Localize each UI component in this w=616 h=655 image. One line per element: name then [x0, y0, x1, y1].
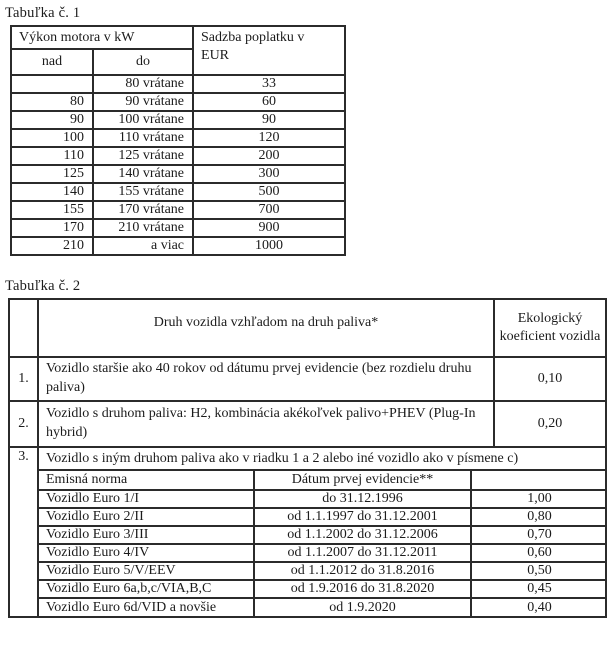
- table-row: [11, 75, 345, 93]
- nad-cell: 210: [11, 237, 93, 255]
- norm-cell: Vozidlo Euro 5/V/EEV: [39, 562, 254, 580]
- date-cell: od 1.1.1997 do 31.12.2001: [254, 508, 471, 526]
- fee-cell: 500: [193, 183, 345, 201]
- table-row: [39, 598, 606, 616]
- table-row: [39, 508, 606, 526]
- nad-cell: 155: [11, 201, 93, 219]
- do-cell: 155 vrátane: [93, 183, 193, 201]
- nad-cell: 90: [11, 111, 93, 129]
- coefficient-cell: 0,70: [471, 526, 606, 544]
- fee-cell: 120: [193, 129, 345, 147]
- coefficient-cell: 0,45: [471, 580, 606, 598]
- norm-cell: Vozidlo Euro 2/II: [39, 508, 254, 526]
- subtable-header-norm: Emisná norma: [39, 470, 254, 490]
- table-row: [11, 147, 345, 165]
- table1-header-row-1: [11, 26, 345, 49]
- table1-label: Tabuľka č. 1: [5, 5, 81, 21]
- table-row: [11, 219, 345, 237]
- vehicle-type-cell: Vozidlo s druhom paliva: H2, kombinácia akékoľvek palivo+PHEV (Plug-In hybrid): [38, 401, 494, 447]
- norm-cell: Vozidlo Euro 1/I: [39, 490, 254, 508]
- table-row: [11, 165, 345, 183]
- table2-eco-coefficient: [8, 298, 607, 618]
- nad-cell: 100: [11, 129, 93, 147]
- vehicle-type-cell: Vozidlo staršie ako 40 rokov od dátumu prvej evidencie (bez rozdielu druhu paliva): [38, 357, 494, 401]
- table-row: [39, 490, 606, 508]
- subtable-header-date: Dátum prvej evidencie**: [254, 470, 471, 490]
- nad-cell: 170: [11, 219, 93, 237]
- do-cell: a viac: [93, 237, 193, 255]
- table1-header-fee: Sadzba poplatku v EUR: [193, 26, 345, 75]
- table-row: [39, 562, 606, 580]
- fee-cell: 33: [193, 75, 345, 93]
- table-row: [11, 237, 345, 255]
- table-row: [11, 111, 345, 129]
- table2-header-coef: Ekologický koeficient vozidla: [494, 299, 606, 357]
- do-cell: 210 vrátane: [93, 219, 193, 237]
- coefficient-cell: 0,20: [494, 401, 606, 447]
- fee-cell: 900: [193, 219, 345, 237]
- table1-header-power: Výkon motora v kW: [11, 26, 193, 49]
- table-row: [39, 580, 606, 598]
- subtable-header-row: [39, 470, 606, 490]
- table2-header-num-cell: [9, 299, 38, 357]
- table-row: [9, 357, 606, 401]
- coefficient-cell: 0,40: [471, 598, 606, 616]
- table-row: [39, 544, 606, 562]
- row-number: 2.: [9, 401, 38, 447]
- nad-cell: 80: [11, 93, 93, 111]
- fee-cell: 300: [193, 165, 345, 183]
- row3-content-cell: [38, 447, 606, 617]
- table2-label: Tabuľka č. 2: [5, 278, 81, 294]
- nad-cell: [11, 75, 93, 93]
- date-cell: od 1.1.2012 do 31.8.2016: [254, 562, 471, 580]
- coefficient-cell: 0,80: [471, 508, 606, 526]
- fee-cell: 700: [193, 201, 345, 219]
- do-cell: 100 vrátane: [93, 111, 193, 129]
- row-number: 1.: [9, 357, 38, 401]
- norm-cell: Vozidlo Euro 4/IV: [39, 544, 254, 562]
- coefficient-cell: 0,60: [471, 544, 606, 562]
- table-row: [9, 401, 606, 447]
- norm-cell: Vozidlo Euro 3/III: [39, 526, 254, 544]
- coefficient-cell: 1,00: [471, 490, 606, 508]
- do-cell: 140 vrátane: [93, 165, 193, 183]
- table2-header-type: Druh vozidla vzhľadom na druh paliva*: [38, 299, 494, 357]
- date-cell: od 1.1.2002 do 31.12.2006: [254, 526, 471, 544]
- table-row: [11, 129, 345, 147]
- emission-norm-subtable: [39, 469, 606, 616]
- do-cell: 170 vrátane: [93, 201, 193, 219]
- do-cell: 90 vrátane: [93, 93, 193, 111]
- norm-cell: Vozidlo Euro 6d/VID a novšie: [39, 598, 254, 616]
- fee-cell: 60: [193, 93, 345, 111]
- date-cell: do 31.12.1996: [254, 490, 471, 508]
- do-cell: 125 vrátane: [93, 147, 193, 165]
- do-cell: 80 vrátane: [93, 75, 193, 93]
- table-row: [11, 183, 345, 201]
- table-row: [11, 201, 345, 219]
- fee-cell: 1000: [193, 237, 345, 255]
- row3-intro-text: Vozidlo s iným druhom paliva ako v riadku 1 a 2 alebo iné vozidlo ako v písmene c): [46, 451, 519, 466]
- table2-header-row: [9, 299, 606, 357]
- nad-cell: 125: [11, 165, 93, 183]
- nad-cell: 110: [11, 147, 93, 165]
- table1-engine-power-fees: [10, 25, 346, 256]
- fee-cell: 90: [193, 111, 345, 129]
- table1-header-do: do: [93, 49, 193, 75]
- table-row: [11, 93, 345, 111]
- nad-cell: 140: [11, 183, 93, 201]
- norm-cell: Vozidlo Euro 6a,b,c/VIA,B,C: [39, 580, 254, 598]
- date-cell: od 1.9.2016 do 31.8.2020: [254, 580, 471, 598]
- fee-cell: 200: [193, 147, 345, 165]
- table-row: [39, 526, 606, 544]
- table1-header-nad: nad: [11, 49, 93, 75]
- date-cell: od 1.9.2020: [254, 598, 471, 616]
- do-cell: 110 vrátane: [93, 129, 193, 147]
- table-row-3: [9, 447, 606, 617]
- coefficient-cell: 0,50: [471, 562, 606, 580]
- coefficient-cell: 0,10: [494, 357, 606, 401]
- date-cell: od 1.1.2007 do 31.12.2011: [254, 544, 471, 562]
- row-number: 3.: [9, 447, 38, 617]
- subtable-header-empty: [471, 470, 606, 490]
